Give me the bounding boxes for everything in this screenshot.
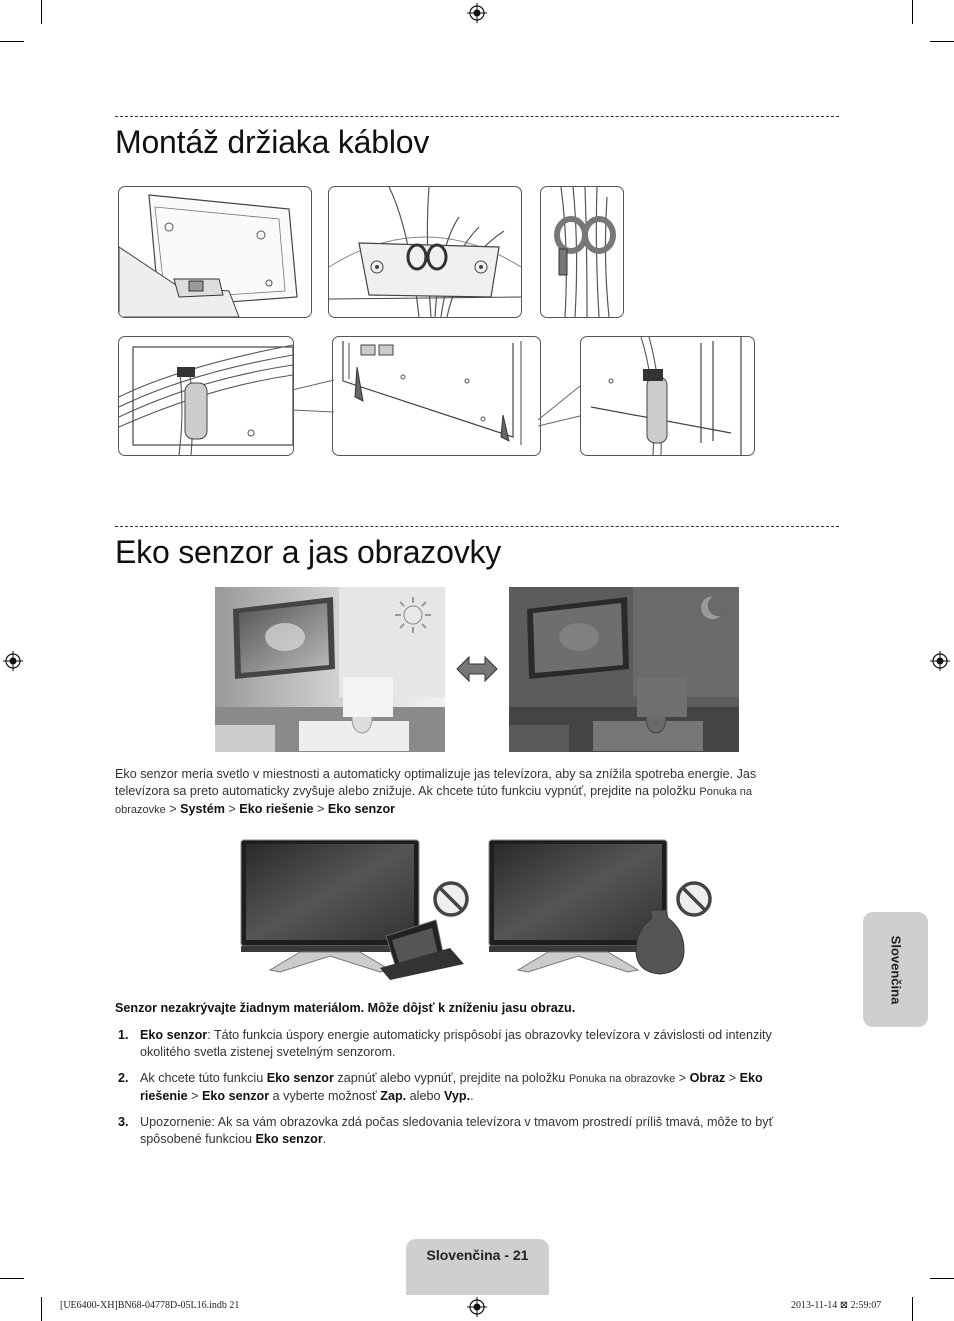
section-title-eco-sensor: Eko senzor a jas obrazovky — [115, 534, 502, 570]
callout-connector — [538, 380, 582, 430]
menu-path-eco: Eko — [739, 1071, 763, 1085]
crop-mark — [912, 0, 913, 24]
cable-holder-illustration-1 — [118, 186, 312, 318]
list-number: 3. — [118, 1115, 129, 1129]
path-separator: > — [165, 802, 181, 816]
dark-room-image — [509, 587, 739, 752]
intro-line-2: televízora sa preto automaticky zvyšuje alebo znižuje. Ak chcete túto funkciu vypnúť, prejdite na položku — [115, 784, 700, 798]
registration-mark-icon — [3, 651, 23, 671]
sun-icon — [393, 595, 433, 635]
list-item — [115, 1070, 830, 1104]
crop-mark — [0, 1278, 24, 1279]
list-item — [115, 1027, 830, 1061]
tv-blocked-by-photo-frame-illustration — [240, 838, 470, 980]
option-on: Zap. — [380, 1088, 407, 1103]
language-side-tab-label: Slovenčina — [888, 935, 903, 1004]
crop-mark — [41, 1297, 42, 1321]
page-number-tab — [406, 1239, 549, 1295]
menu-path-system: Systém — [180, 802, 225, 816]
list-text: a vyberte možnosť — [269, 1088, 381, 1103]
section-divider — [115, 526, 839, 527]
menu-path-picture: Obraz — [689, 1071, 726, 1085]
sensor-warning: Senzor nezakrývajte žiadnym materiálom. Môže dôjsť k zníženiu jasu obrazu. — [115, 1001, 576, 1015]
list-text: spôsobené funkciou — [140, 1131, 256, 1146]
menu-path-eco-solution: Eko riešenie — [239, 802, 314, 816]
path-separator: > — [224, 802, 240, 816]
crop-mark — [912, 1297, 913, 1321]
menu-path-onscreen-menu: Ponuka na obrazovke — [568, 1073, 676, 1085]
list-item — [115, 1114, 830, 1148]
menu-path-solution: riešenie — [140, 1088, 188, 1103]
eco-sensor-term: Eko senzor — [266, 1071, 334, 1085]
callout-connector — [290, 370, 340, 420]
list-text: . — [322, 1131, 327, 1146]
list-number: 1. — [118, 1028, 129, 1042]
crop-mark — [930, 41, 954, 42]
crop-mark — [930, 1278, 954, 1279]
bright-room-image — [215, 587, 445, 752]
cable-holder-illustration-5 — [332, 336, 541, 456]
eco-sensor-term: Eko senzor — [255, 1131, 323, 1146]
menu-path-eco-sensor: Eko senzor — [327, 802, 396, 816]
menu-path-onscreen-menu-cont: obrazovke — [115, 804, 166, 816]
registration-mark-icon — [930, 651, 950, 671]
list-text: . — [470, 1088, 474, 1103]
path-separator: > — [187, 1088, 202, 1103]
registration-mark-icon — [467, 1297, 487, 1317]
path-separator: > — [725, 1071, 740, 1085]
option-off: Vyp. — [443, 1088, 471, 1103]
print-slug-left: [UE6400-XH]BN68-04778D-05L16.indb 21 — [60, 1300, 240, 1311]
double-arrow-icon — [455, 655, 499, 683]
crop-mark — [41, 0, 42, 24]
section-title-cable-holder: Montáž držiaka káblov — [115, 124, 430, 160]
menu-path-eco-sensor: Eko senzor — [201, 1088, 270, 1103]
list-text: zapnúť alebo vypnúť, prejdite na položku — [333, 1071, 569, 1085]
list-text: okolitého svetla zistenej svetelným senzorom. — [140, 1044, 396, 1059]
list-number: 2. — [118, 1071, 129, 1085]
prohibited-icon — [675, 880, 713, 918]
cable-holder-illustration-3 — [540, 186, 624, 318]
intro-line-1: Eko senzor meria svetlo v miestnosti a automaticky optimalizuje jas televízora, aby sa znížila spotreba energie. Jas — [115, 767, 757, 781]
moon-icon — [695, 593, 725, 623]
crop-mark — [0, 41, 24, 42]
list-text: Ak chcete túto funkciu — [140, 1071, 267, 1085]
list-text: : Táto funkcia úspory energie automaticky prispôsobí jas obrazovky televízora v závislosti od intenzity — [207, 1028, 772, 1042]
list-text: Upozornenie: Ak sa vám obrazovka zdá počas sledovania televízora v tmavom prostredí príliš tmavá, môže to byť — [140, 1115, 774, 1129]
tv-blocked-by-vase-illustration — [488, 838, 718, 980]
cable-holder-illustration-2 — [328, 186, 522, 318]
list-text: alebo — [406, 1088, 444, 1103]
cable-holder-illustration-4 — [118, 336, 294, 456]
page-number-label: Slovenčina - 21 — [426, 1247, 529, 1263]
cable-holder-illustration-6 — [580, 336, 755, 456]
eco-sensor-term: Eko senzor — [140, 1028, 208, 1042]
path-separator: > — [675, 1071, 690, 1085]
language-side-tab — [863, 912, 928, 1027]
eco-sensor-description — [115, 766, 830, 819]
registration-mark-icon — [467, 3, 487, 23]
section-divider — [115, 116, 839, 117]
path-separator: > — [313, 802, 328, 816]
print-slug-right: 2013-11-14 ⊠ 2:59:07 — [791, 1300, 882, 1311]
prohibited-icon — [432, 880, 470, 918]
menu-path-onscreen-menu: Ponuka na — [699, 786, 752, 798]
